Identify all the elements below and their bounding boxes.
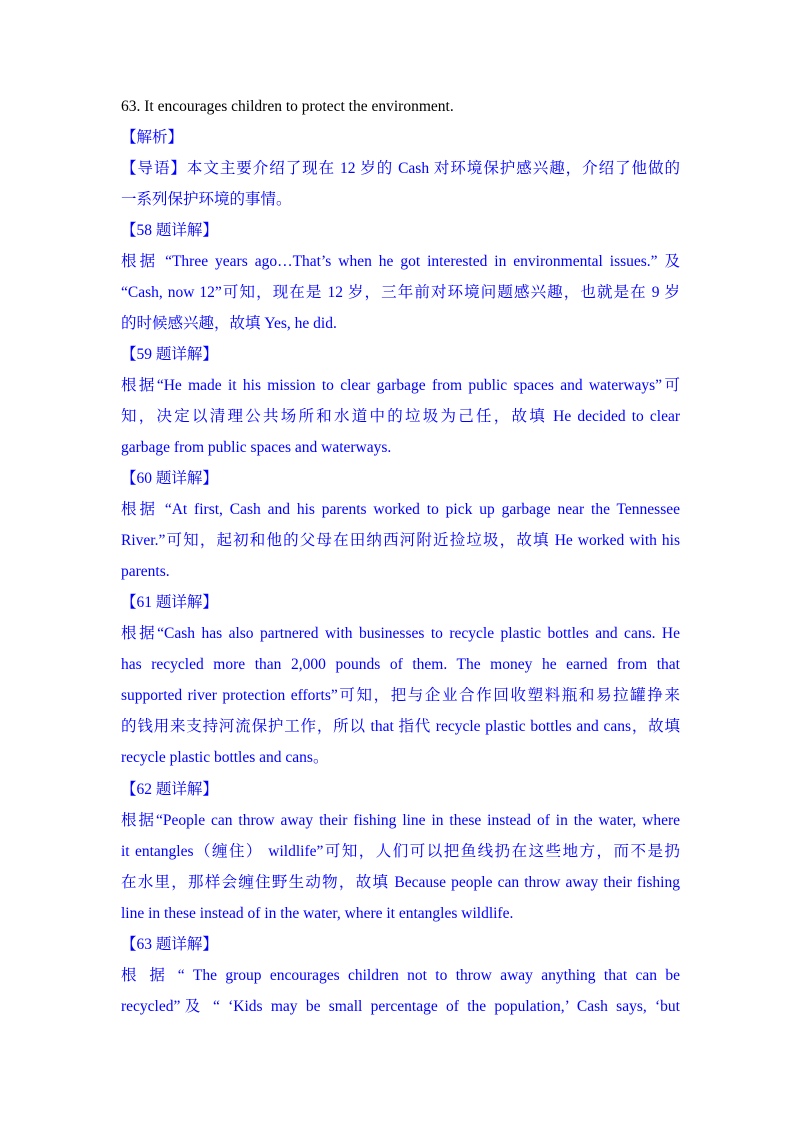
q63-line-2: recycled”及 “ ‘Kids may be small percentage of the population,’ Cash says, ‘but — [121, 998, 680, 1015]
q59-line-1: 根据“He made it his mission to clear garbage from public spaces and waterways”可 — [121, 377, 680, 394]
q62-line-2: it entangles（缠住） wildlife”可知，人们可以把鱼线扔在这些地方，而不是扔 — [121, 843, 680, 860]
q62-heading: 【62 题详解】 — [121, 781, 218, 798]
q58-line-1: 根据 “Three years ago…That’s when he got interested in environmental issues.” 及 — [121, 253, 680, 270]
q61-line-5: recycle plastic bottles and cans。 — [121, 749, 329, 766]
guide-line-1: 【导语】本文主要介绍了现在 12 岁的 Cash 对环境保护感兴趣，介绍了他做的 — [121, 160, 680, 177]
q60-line-3: parents. — [121, 563, 170, 580]
q59-heading: 【59 题详解】 — [121, 346, 218, 363]
q61-line-1: 根据“Cash has also partnered with businesses to recycle plastic bottles and cans. He — [121, 625, 680, 642]
q60-line-1: 根据 “At first, Cash and his parents worked to pick up garbage near the Tennessee — [121, 501, 680, 518]
q60-heading: 【60 题详解】 — [121, 470, 218, 487]
q60-line-2: River.”可知，起初和他的父母在田纳西河附近捡垃圾，故填 He worked with his — [121, 532, 680, 549]
q59-line-3: garbage from public spaces and waterways. — [121, 439, 392, 456]
q62-line-3: 在水里，那样会缠住野生动物，故填 Because people can throw away their fishing — [121, 874, 680, 891]
q61-line-3: supported river protection efforts”可知，把与企业合作回收塑料瓶和易拉罐挣来 — [121, 687, 680, 704]
q62-line-4: line in these instead of in the water, where it entangles wildlife. — [121, 905, 514, 922]
q58-line-2: “Cash, now 12”可知，现在是 12 岁，三年前对环境问题感兴趣，也就是在 9 岁 — [121, 284, 680, 301]
q59-line-2: 知，决定以清理公共场所和水道中的垃圾为己任，故填 He decided to clear — [121, 408, 680, 425]
q61-line-4: 的钱用来支持河流保护工作，所以 that 指代 recycle plastic bottles and cans，故填 — [121, 718, 680, 735]
q61-line-2: has recycled more than 2,000 pounds of them. The money he earned from that — [121, 656, 680, 673]
q58-line-3: 的时候感兴趣，故填 Yes, he did. — [121, 315, 337, 332]
q62-line-1: 根据“People can throw away their fishing line in these instead of in the water, where — [121, 812, 680, 829]
guide-line-2: 一系列保护环境的事情。 — [121, 191, 292, 208]
q63-line-1: 根 据 “ The group encourages children not to throw away anything that can be — [121, 967, 680, 984]
analysis-heading: 【解析】 — [121, 129, 184, 146]
q61-heading: 【61 题详解】 — [121, 594, 218, 611]
q63-heading: 【63 题详解】 — [121, 936, 218, 953]
q58-heading: 【58 题详解】 — [121, 222, 218, 239]
answer-63: 63. It encourages children to protect the environment. — [121, 98, 454, 115]
